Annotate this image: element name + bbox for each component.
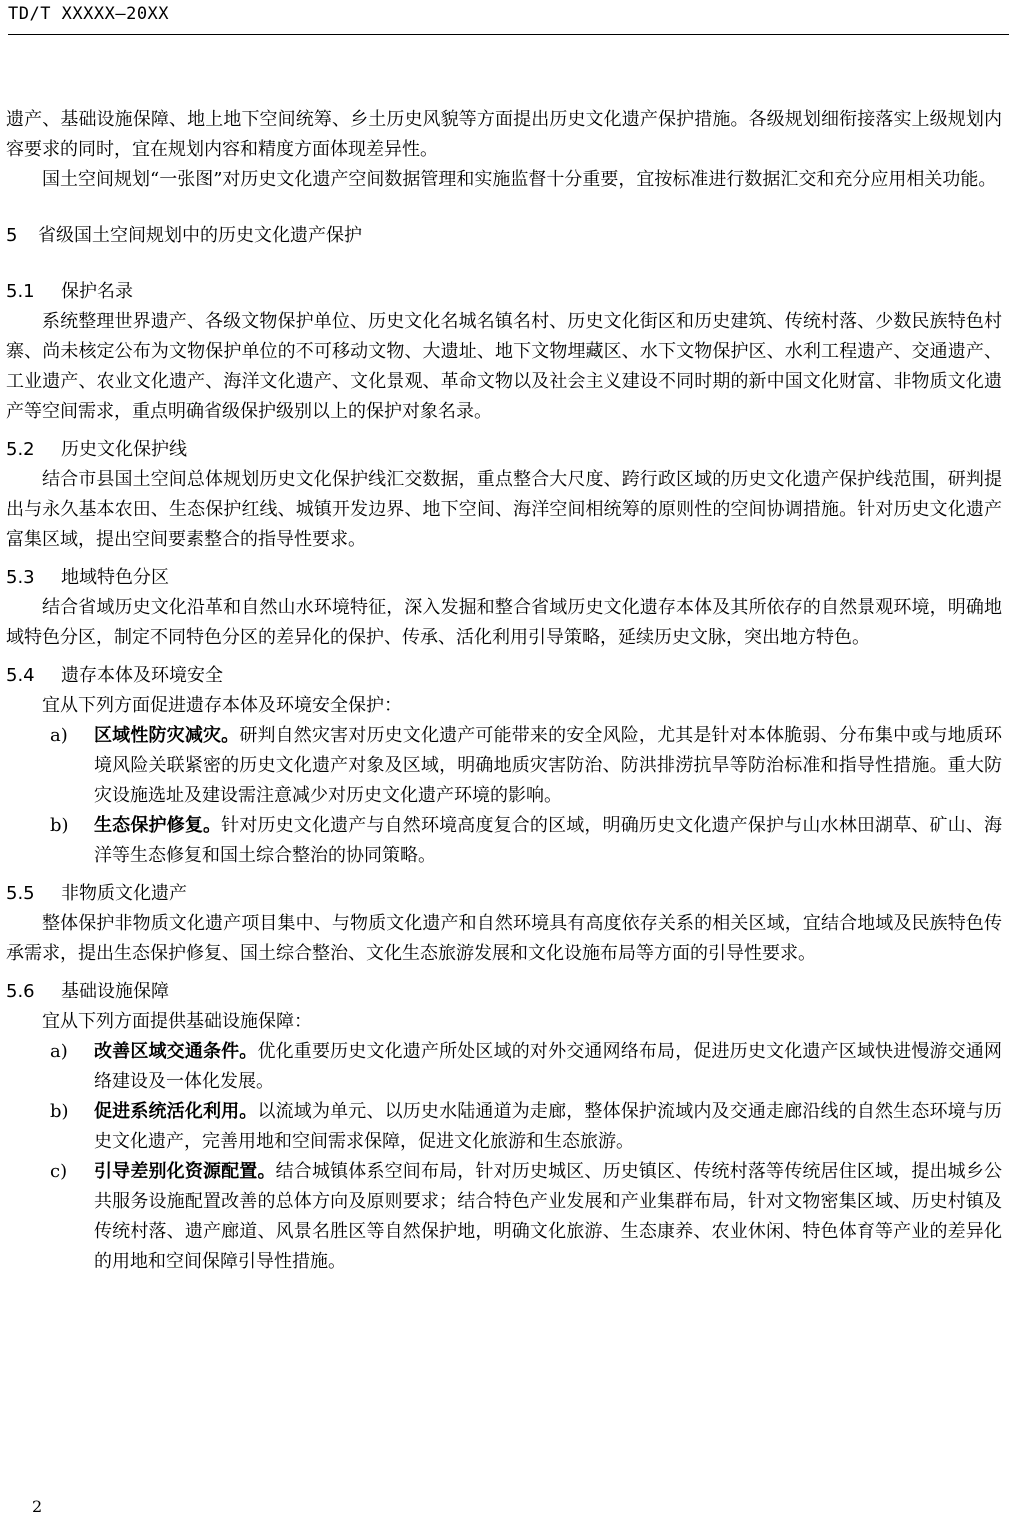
page-number: 2 [32,1497,43,1516]
section-paragraph-5-6: 宜从下列方面提供基础设施保障： [42,1011,312,1032]
section-title: 地域特色分区 [61,567,169,588]
section-heading-5-3 [6,563,1002,593]
list-item-text: 结合城镇体系空间布局，针对历史城区、历史镇区、传统村落等传统居住区域，提出城乡公共服务设施配置改善的总体方向及原则要求；结合特色产业发展和产业集群布局，针对文物密集区域、历史村镇及传统村落、遗产廊道、风景名胜区等自然保护地，明确文化旅游、生态康养、农业休闲、特色体育等产业的差异化的用地和空间保障引导性措施。 [94,1161,1003,1272]
section-number: 5.3 [6,567,35,588]
list-item-lead: 区域性防灾减灾。 [94,725,240,746]
section-paragraph-5-3: 结合省域历史文化沿革和自然山水环境特征，深入发掘和整合省域历史文化遗存本体及其所依存的自然景观环境，明确地域特色分区，制定不同特色分区的差异化的保护、传承、活化利用引导策略，延续历史文脉，突出地方特色。 [6,597,1002,648]
section-heading-5-2 [6,435,1002,465]
list-item-5-6-c [50,1157,1002,1277]
section-paragraph-5-4: 宜从下列方面促进遗存本体及环境安全保护： [42,695,402,716]
header-divider [8,34,1009,35]
list-item-5-4-a [50,721,1002,811]
list-item-text: 针对历史文化遗产与自然环境高度复合的区域，明确历史文化遗产保护与山水林田湖草、矿山、海洋等生态修复和国土综合整治的协同策略。 [94,815,1003,866]
list-item-text: 研判自然灾害对历史文化遗产可能带来的安全风险，尤其是针对本体脆弱、分布集中或与地质环境风险关联紧密的历史文化遗产对象及区域，明确地质灾害防治、防洪排涝抗旱等防治标准和指导性措施。重大防灾设施选址及建设需注意减少对历史文化遗产环境的影响。 [94,725,1003,806]
list-marker: c) [50,1161,68,1182]
chapter-heading [6,221,1002,251]
section-paragraph-5-5: 整体保护非物质文化遗产项目集中、与物质文化遗产和自然环境具有高度依存关系的相关区域，宜结合地域及民族特色传承需求，提出生态保护修复、国土综合整治、文化生态旅游发展和文化设施布局等方面的引导性要求。 [6,913,1002,964]
section-title: 基础设施保障 [61,981,169,1002]
document-body [6,105,1002,1277]
document-code-header: TD/T XXXXX—20XX [8,4,170,24]
section-heading-5-4 [6,661,1002,691]
section-paragraph-5-2: 结合市县国土空间总体规划历史文化保护线汇交数据，重点整合大尺度、跨行政区域的历史文化遗产保护线范围，研判提出与永久基本农田、生态保护红线、城镇开发边界、地下空间、海洋空间相统筹的原则性的空间协调措施。针对历史文化遗产富集区域，提出空间要素整合的指导性要求。 [6,469,1002,550]
intro-paragraph-2: 国土空间规划“一张图”对历史文化遗产空间数据管理和实施监督十分重要，宜按标准进行数据汇交和充分应用相关功能。 [42,169,997,190]
list-item-lead: 引导差别化资源配置。 [94,1161,276,1182]
list-marker: a) [50,725,68,746]
list-item-lead: 生态保护修复。 [94,815,222,836]
section-number: 5.4 [6,665,35,686]
list-item-lead: 促进系统活化利用。 [94,1101,258,1122]
section-title: 非物质文化遗产 [61,883,187,904]
list-item-lead: 改善区域交通条件。 [94,1041,258,1062]
list-item-text: 以流域为单元、以历史水陆通道为走廊，整体保护流域内及交通走廊沿线的自然生态环境与历史文化遗产，完善用地和空间需求保障，促进文化旅游和生态旅游。 [94,1101,1002,1152]
list-item-5-4-b [50,811,1002,871]
list-marker: b) [50,815,69,836]
list-item-5-6-b [50,1097,1002,1157]
section-title: 历史文化保护线 [61,439,187,460]
list-marker: a) [50,1041,68,1062]
section-paragraph-5-1: 系统整理世界遗产、各级文物保护单位、历史文化名城名镇名村、历史文化街区和历史建筑、传统村落、少数民族特色村寨、尚未核定公布为文物保护单位的不可移动文物、大遗址、地下文物埋藏区、水下文物保护区、水利工程遗产、交通遗产、工业遗产、农业文化遗产、海洋文化遗产、文化景观、革命文物以及社会主义建设不同时期的新中国文化财富、非物质文化遗产等空间需求，重点明确省级保护级别以上的保护对象名录。 [6,311,1002,422]
intro-paragraph-1: 遗产、基础设施保障、地上地下空间统筹、乡土历史风貌等方面提出历史文化遗产保护措施。各级规划细衔接落实上级规划内容要求的同时，宜在规划内容和精度方面体现差异性。 [6,109,1002,160]
section-heading-5-1 [6,277,1002,307]
section-heading-5-6 [6,977,1002,1007]
list-item-5-6-a [50,1037,1002,1097]
list-marker: b) [50,1101,69,1122]
chapter-number: 5 [6,225,18,246]
list-item-text: 优化重要历史文化遗产所处区域的对外交通网络布局，促进历史文化遗产区域快进慢游交通网络建设及一体化发展。 [94,1041,1002,1092]
section-title: 遗存本体及环境安全 [61,665,223,686]
section-number: 5.6 [6,981,35,1002]
section-number: 5.5 [6,883,35,904]
chapter-title: 省级国土空间规划中的历史文化遗产保护 [38,225,362,246]
section-title: 保护名录 [61,281,133,302]
section-heading-5-5 [6,879,1002,909]
section-number: 5.1 [6,281,35,302]
section-number: 5.2 [6,439,35,460]
